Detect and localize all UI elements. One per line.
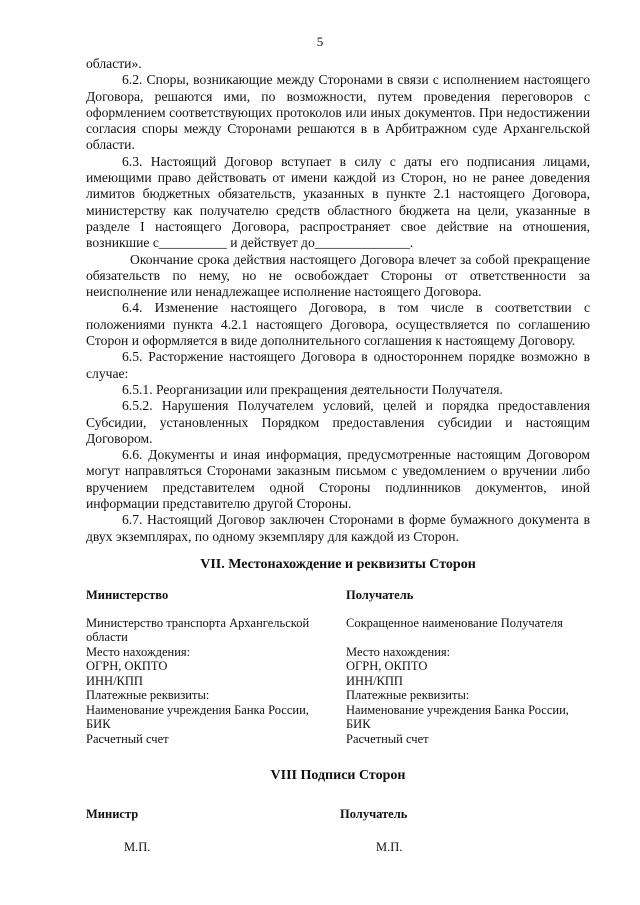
spacer <box>346 630 590 645</box>
recipient-signature-title: Получатель <box>340 807 408 822</box>
ministry-address-label: Место нахождения: <box>86 644 191 659</box>
recipient-name: Сокращенное наименование Получателя <box>346 615 563 630</box>
section-7-heading: VII. Местонахождение и реквизиты Сторон <box>200 556 476 572</box>
paragraph-continuation: области». <box>86 56 142 71</box>
recipient-bank: Наименование учреждения Банка России, <box>346 702 569 717</box>
ministry-title: Министерство <box>86 588 169 603</box>
recipient-account: Расчетный счет <box>346 731 429 746</box>
ministry-account: Расчетный счет <box>86 731 169 746</box>
paragraph-6-3: 6.3. Настоящий Договор вступает в силу с даты его подписания лицами, имеющими право действовать от имени каждой из Сторон, но не ранее доведения лимитов бюджетных обязательств, указанных в пункте 2.1 настоящего Договора, министерству как получателю средств областного бюджета на цели, указанные в разделе I настоящего Договора, распространяет свое действие на отношения, возникшие с__________ и действует до______________. <box>86 153 590 251</box>
paragraph-term-end: Окончание срока действия настоящего Договора влечет за собой прекращение обязательств по нему, но не освобождает Стороны от ответственности за неисполнение или ненадлежащее исполнение настоящего Договора. <box>86 251 590 300</box>
recipient-inn: ИНН/КПП <box>346 673 403 688</box>
paragraph-6-4: 6.4. Изменение настоящего Договора, в том числе в соответствии с положениями пункта 4.2.1 настоящего Договора, осуществляется по соглашению Сторон и оформляется в виде дополнительного соглашения к настоящему Договору. <box>86 300 590 349</box>
page-number: 5 <box>316 34 324 49</box>
recipient-bik: БИК <box>346 717 371 731</box>
paragraph-6-6: 6.6. Документы и иная информация, предусмотренные настоящим Договором могут направляться Сторонами заказным письмом с уведомлением о вручении либо вручением представителем одной Стороны подлинников документов, иной информации представителю другой Стороны. <box>86 447 590 512</box>
section-8-heading: VIII Подписи Сторон <box>270 768 406 783</box>
ministry-details <box>86 587 346 746</box>
recipient-ogrn: ОГРН, ОКПТО <box>346 659 428 673</box>
paragraph-6-5: 6.5. Расторжение настоящего Договора в одностороннем порядке возможно в случае: <box>86 349 590 381</box>
ministry-bik: БИК <box>86 717 111 731</box>
minister-stamp-place: М.П. <box>124 839 151 854</box>
recipient-stamp-place: М.П. <box>376 839 403 854</box>
minister-title: Министр <box>86 807 139 822</box>
ministry-inn: ИНН/КПП <box>86 673 143 688</box>
document-body <box>86 56 590 855</box>
recipient-signature <box>338 806 590 855</box>
ministry-bank: Наименование учреждения Банка России, <box>86 702 309 717</box>
ministry-ogrn: ОГРН, ОКПТО <box>86 659 168 673</box>
recipient-details <box>346 587 590 746</box>
paragraph-6-2: 6.2. Споры, возникающие между Сторонами в связи с исполнением настоящего Договора, решаются ими, по возможности, путем проведения переговоров с оформлением соответствующих протоколов или иных документов. При недостижении согласия споры между Сторонами решаются в в Арбитражном суде Архангельской области. <box>86 72 590 153</box>
minister-signature <box>86 806 338 855</box>
ministry-name: Министерство транспорта Архангельской области <box>86 615 310 644</box>
ministry-payment-label: Платежные реквизиты: <box>86 688 210 702</box>
recipient-title: Получатель <box>346 588 414 603</box>
recipient-address-label: Место нахождения: <box>346 644 451 659</box>
parties-details <box>86 587 590 746</box>
paragraph-6-5-2: 6.5.2. Нарушения Получателем условий, целей и порядка предоставления Субсидии, установленных Порядком предоставления субсидии и настоящим Договором. <box>86 398 590 446</box>
paragraph-6-7: 6.7. Настоящий Договор заключен Сторонами в форме бумажного документа в двух экземплярах, по одному экземпляру для каждой из Сторон. <box>86 512 590 544</box>
signatures <box>86 806 590 855</box>
recipient-payment-label: Платежные реквизиты: <box>346 688 470 702</box>
paragraph-6-5-1: 6.5.1. Реорганизации или прекращения деятельности Получателя. <box>122 381 503 397</box>
